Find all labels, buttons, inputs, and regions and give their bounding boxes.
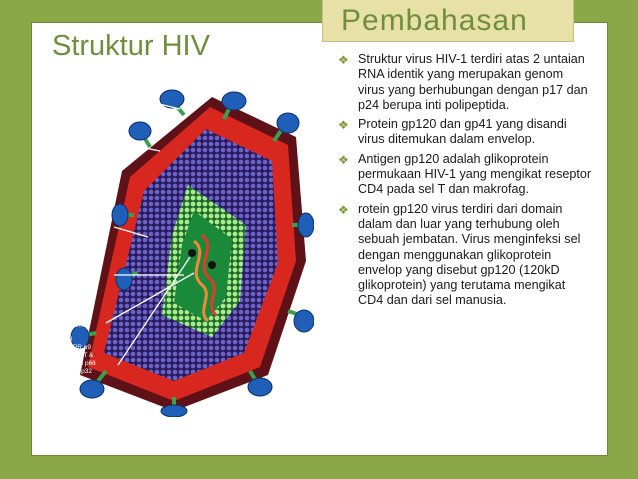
- bullet-icon: ❖: [338, 118, 349, 133]
- bullet-text: Protein gp120 dan gp41 yang disandi virus ditemukan dalam envelop.: [358, 117, 567, 147]
- figure-label: gag: [62, 256, 74, 263]
- figure-label: p17: [62, 230, 74, 237]
- figure-label: Surface Glycoprotein SU: [34, 84, 104, 91]
- figure-label: Integrase IN p32: [43, 368, 93, 375]
- figure-label: (2 molecules): [48, 322, 88, 329]
- title-tab: [322, 0, 574, 42]
- figure-label: p24: [62, 280, 74, 287]
- figure-label: pol: [63, 336, 73, 343]
- figure-label: gp41: [60, 150, 76, 157]
- bullet-icon: ❖: [338, 53, 349, 67]
- hiv-structure-figure: [34, 75, 314, 417]
- figure-label: gp120: [58, 92, 78, 99]
- figure-label: Protease PR p9: [45, 344, 91, 351]
- figure-label: RNA: [61, 314, 75, 321]
- bullet-list: [338, 52, 593, 313]
- bullet-icon: ❖: [338, 152, 349, 167]
- figure-label: (Matrix) Protein MA: [40, 222, 96, 229]
- figure-label: Transmembrane: [44, 134, 92, 141]
- figure-label: (Core Shell): [50, 272, 86, 279]
- bullet-text: Struktur virus HIV-1 terdiri atas 2 untaian RNA identik yang merupakan genom virus yang berhubungan dengan p17 dan p24 berupa inti polipeptida.: [358, 52, 588, 112]
- bullet-item: [338, 202, 593, 309]
- bullet-text: rotein gp120 virus terdiri dari domain dalam dan luar yang terhubung oleh sebuah jembatan. Virus menginfeksi sel dengan menggunakan glikoprotein envelop yang disebut gp120 (120kD glikoprotein) yang terutama mengikat CD4 dan dari sel manusia.: [358, 201, 581, 308]
- figure-label: gag: [62, 206, 74, 213]
- bullet-text: Antigen gp120 adalah glikoprotein permukaan HIV-1 yang mengikat reseptor CD4 pada sel T dan makrofag.: [358, 151, 592, 197]
- figure-label: env: [62, 126, 74, 133]
- figure-label: RNAse H RNH p66: [40, 360, 96, 367]
- bullet-icon: ❖: [338, 202, 349, 217]
- figure-label: Membrane Associated: [35, 214, 101, 221]
- slide-heading: Pembahasan: [341, 4, 528, 37]
- figure-label: Polymerase RT &: [42, 352, 94, 359]
- bullet-item: [338, 152, 593, 198]
- enzyme-particle: [188, 249, 196, 257]
- figure-label: env: [62, 76, 74, 83]
- hiv-diagram: [34, 75, 314, 417]
- slide-title: Struktur HIV: [52, 30, 210, 62]
- enzyme-particle: [208, 261, 216, 269]
- figure-label: Capsid CA: [52, 264, 84, 271]
- figure-label: Glycoprotein TM: [44, 142, 92, 149]
- bullet-item: [338, 52, 593, 113]
- bullet-item: [338, 117, 593, 148]
